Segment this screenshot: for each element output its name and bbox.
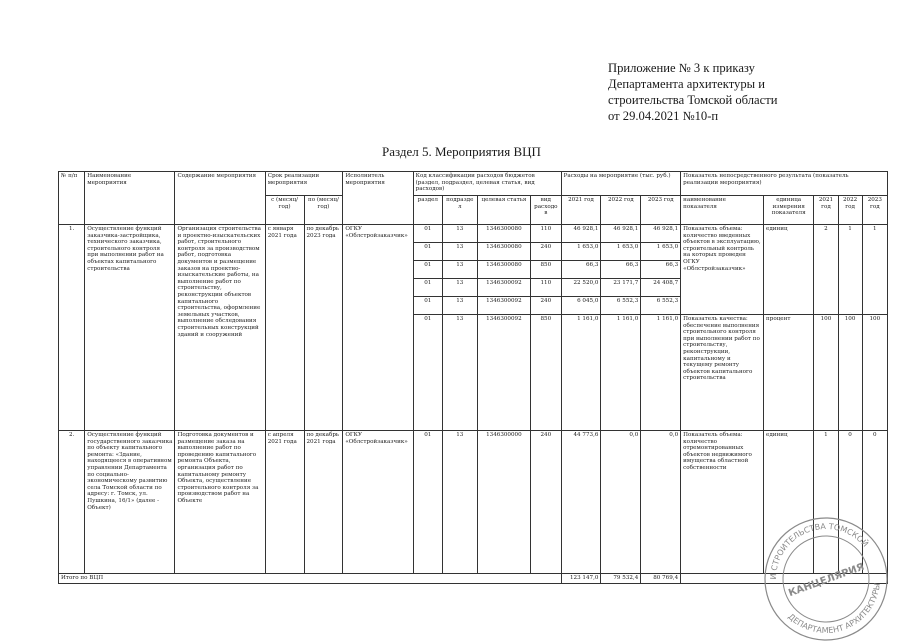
code-target: 1346300080 — [477, 225, 531, 243]
header-code: Код классификации расходов бюджетов (раздел, подраздел, целевая статья, вид расходов) — [413, 172, 561, 196]
row1-num: 1. — [59, 225, 85, 431]
row1-content: Организация строительства и проектно-изыскательских работ, строительного контроля за производством работ, подготовка документов и размещение заказов на проектно-изыскательские работы, на выполнение работ по строительству, реконструкции объектов капитального строительства, оформление земельных участков, выполнение обследования строительных конструкций зданий и сооружений — [175, 225, 265, 431]
row2-executor: ОГКУ «Облстройзаказчик» — [343, 431, 413, 574]
header-indicator: Показатель непосредственного результата (показатель реализации мероприятия) — [681, 172, 888, 196]
code-target: 1346300092 — [477, 297, 531, 315]
row2-indicator-name: Показатель объема: количество отремонтированных объектов недвижимого имущества областной собственности — [681, 431, 764, 574]
expense-2021: 22 520,0 — [561, 279, 601, 297]
row1-indicator2-2023: 100 — [862, 315, 887, 431]
header-exp-2022: 2022 год — [601, 196, 641, 225]
appendix-line-2: Департамента архитектуры и — [608, 77, 765, 91]
row2-num: 2. — [59, 431, 85, 574]
row2-name: Осуществление функций государственного заказчика по объекту капитального ремонта: «Здание, находящееся в оперативном управлении Департамента по социально-экономическому развитию села Томской области по адресу: г. Томск, ул. Пушкина, 16/1» (далее - Объект) — [85, 431, 175, 574]
header-ind-2023: 2023 год — [862, 196, 887, 225]
row1-executor: ОГКУ «Облстройзаказчик» — [343, 225, 413, 431]
header-content: Содержание мероприятия — [175, 172, 265, 225]
header-term-from: с (месяц/ год) — [265, 196, 304, 225]
code-type: 850 — [531, 315, 561, 431]
row1-to: по декабрь 2023 года — [304, 225, 343, 431]
code-section: 01 — [413, 243, 442, 261]
expense-2021: 1 161,0 — [561, 315, 601, 431]
code-subsection: 13 — [443, 297, 478, 315]
header-ind-unit: единица измерения показателя — [764, 196, 814, 225]
code-target: 1346300080 — [477, 243, 531, 261]
expense-2023: 1 161,0 — [641, 315, 681, 431]
row1-indicator2-2021: 100 — [814, 315, 838, 431]
expense-2022: 23 171,7 — [601, 279, 641, 297]
expense-2022: 6 552,3 — [601, 297, 641, 315]
code-target: 1346300092 — [477, 279, 531, 297]
header-exp-2023: 2023 год — [641, 196, 681, 225]
expense-2022: 0,0 — [601, 431, 641, 574]
header-ind-name: наименование показателя — [681, 196, 764, 225]
table-row — [59, 225, 888, 243]
appendix-line-1: Приложение № 3 к приказу — [608, 61, 755, 75]
appendix-header — [608, 60, 898, 124]
expense-2023: 46 928,1 — [641, 225, 681, 243]
expense-2022: 1 161,0 — [601, 315, 641, 431]
code-type: 110 — [531, 279, 561, 297]
row2-indicator-unit: единиц — [764, 431, 814, 574]
expense-2023: 1 653,0 — [641, 243, 681, 261]
header-row-1 — [59, 172, 888, 196]
expense-2021: 6 045,0 — [561, 297, 601, 315]
stamp-top-text: И СТРОИТЕЛЬСТВА ТОМСКОЙ — [768, 521, 870, 580]
code-section: 01 — [413, 297, 442, 315]
total-2022: 79 532,4 — [601, 574, 641, 584]
expense-2023: 24 408,7 — [641, 279, 681, 297]
appendix-line-4: от 29.04.2021 №10-п — [608, 109, 719, 123]
code-section: 01 — [413, 315, 442, 431]
code-subsection: 13 — [443, 315, 478, 431]
stamp-bottom-text: ДЕПАРТАМЕНТ АРХИТЕКТУРЫ — [786, 582, 882, 636]
code-target: 1346300092 — [477, 315, 531, 431]
row2-indicator-2021: 1 — [814, 431, 838, 574]
header-term-to: по (месяц/ год) — [304, 196, 343, 225]
code-subsection: 13 — [443, 431, 478, 574]
row1-indicator1-unit: единиц — [764, 225, 814, 315]
row1-indicator2-name: Показатель качества: обеспечение выполнения строительного контроля при выполнении работ по строительству, реконструкции, капитальному и текущему ремонту объектов капитального строительства — [681, 315, 764, 431]
header-name: Наименование мероприятия — [85, 172, 175, 225]
code-type: 240 — [531, 431, 561, 574]
office-stamp — [762, 515, 890, 643]
header-expenses: Расходы на мероприятие (тыс. руб.) — [561, 172, 681, 196]
row1-indicator2-2022: 100 — [838, 315, 862, 431]
stamp-center-text: КАНЦЕЛЯРИЯ — [787, 561, 866, 600]
code-type: 240 — [531, 243, 561, 261]
expense-2022: 1 653,0 — [601, 243, 641, 261]
expense-2023: 66,3 — [641, 261, 681, 279]
code-section: 01 — [413, 279, 442, 297]
total-2023: 80 769,4 — [641, 574, 681, 584]
header-code-subsection: подраздел — [443, 196, 478, 225]
total-label: Итого по ВЦП — [59, 574, 562, 584]
expense-2021: 44 773,6 — [561, 431, 601, 574]
row1-indicator1-2023: 1 — [862, 225, 887, 315]
row2-from: с апреля 2021 года — [265, 431, 304, 574]
row2-content: Подготовка документов и размещение заказа на выполнение работ по проведению капитального ремонта Объекта, организация работ по капитальному ремонту Объекта, осуществление строительного контроля за производством работ на Объекте — [175, 431, 265, 574]
header-num: № п/п — [59, 172, 85, 225]
row2-indicator-2022: 0 — [838, 431, 862, 574]
expense-2023: 6 552,3 — [641, 297, 681, 315]
expense-2021: 1 653,0 — [561, 243, 601, 261]
header-code-target: целевая статья — [477, 196, 531, 225]
code-subsection: 13 — [443, 261, 478, 279]
header-term: Срок реализации мероприятия — [265, 172, 343, 196]
row1-indicator1-name: Показатель объема: количество введенных объектов в эксплуатацию, строительный контроль на которых проведен ОГКУ «Облстройзаказчик» — [681, 225, 764, 315]
header-code-section: раздел — [413, 196, 442, 225]
code-type: 850 — [531, 261, 561, 279]
code-section: 01 — [413, 261, 442, 279]
code-subsection: 13 — [443, 243, 478, 261]
code-subsection: 13 — [443, 225, 478, 243]
row2-indicator-2023: 0 — [862, 431, 887, 574]
header-code-type: вид расходов — [531, 196, 561, 225]
row1-indicator2-unit: процент — [764, 315, 814, 431]
expense-2023: 0,0 — [641, 431, 681, 574]
row1-indicator1-2022: 1 — [838, 225, 862, 315]
code-section: 01 — [413, 431, 442, 574]
header-executor: Исполнитель мероприятия — [343, 172, 413, 225]
expense-2022: 66,3 — [601, 261, 641, 279]
code-target: 1346300000 — [477, 431, 531, 574]
total-2021: 123 147,0 — [561, 574, 601, 584]
code-type: 110 — [531, 225, 561, 243]
section-title: Раздел 5. Мероприятия ВЦП — [382, 144, 541, 159]
code-target: 1346300080 — [477, 261, 531, 279]
code-type: 240 — [531, 297, 561, 315]
row1-indicator1-2021: 2 — [814, 225, 838, 315]
header-exp-2021: 2021 год — [561, 196, 601, 225]
row1-name: Осуществление функций заказчика-застройщика, технического заказчика, строительного контроля при выполнении работ на объектах капитального строительства — [85, 225, 175, 431]
row2-to: по декабрь 2021 года — [304, 431, 343, 574]
code-subsection: 13 — [443, 279, 478, 297]
expense-2021: 46 928,1 — [561, 225, 601, 243]
row1-from: с января 2021 года — [265, 225, 304, 431]
header-ind-2021: 2021 год — [814, 196, 838, 225]
appendix-line-3: строительства Томской области — [608, 93, 778, 107]
expense-2021: 66,3 — [561, 261, 601, 279]
header-ind-2022: 2022 год — [838, 196, 862, 225]
code-section: 01 — [413, 225, 442, 243]
expense-2022: 46 928,1 — [601, 225, 641, 243]
